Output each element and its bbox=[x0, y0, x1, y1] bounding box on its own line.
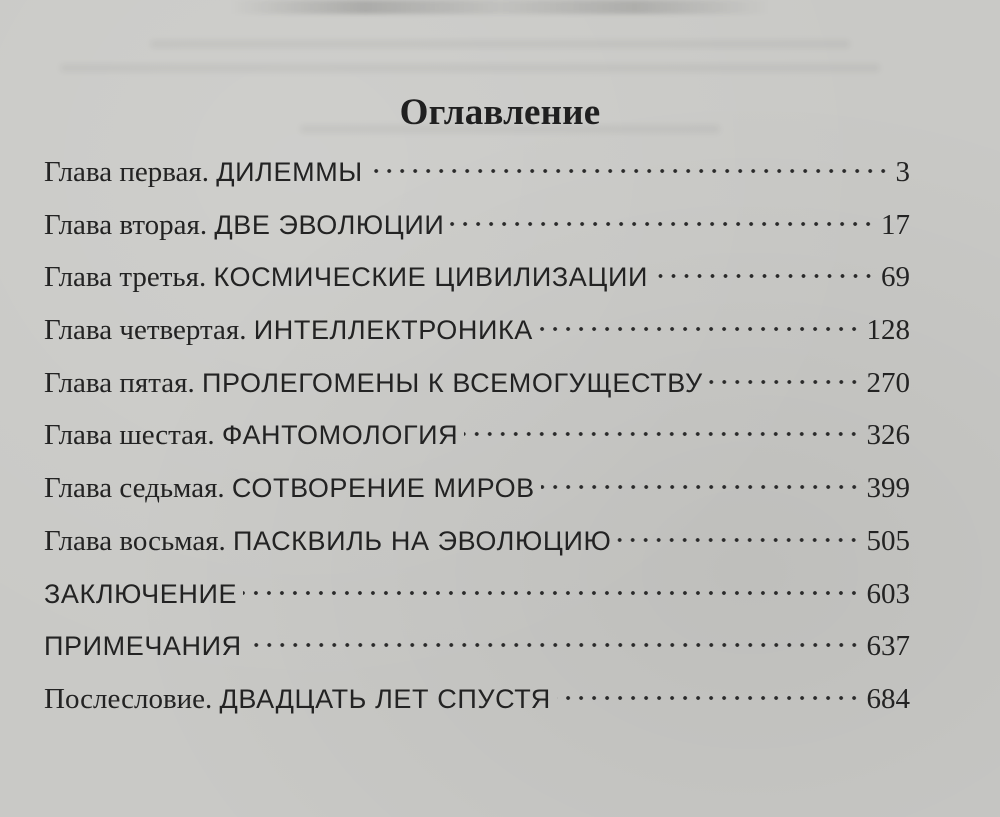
dot-leader bbox=[557, 696, 861, 700]
entry-heading: ПРИМЕЧАНИЯ bbox=[44, 631, 242, 662]
toc-entry bbox=[44, 203, 910, 256]
dot-leader bbox=[243, 591, 860, 595]
entry-prefix: Глава четвертая. bbox=[44, 314, 254, 347]
bleed-through-text bbox=[230, 0, 770, 14]
page-number: 17 bbox=[881, 208, 910, 241]
toc-entry bbox=[44, 413, 910, 466]
entry-title bbox=[44, 624, 242, 668]
entry-heading: ПРОЛЕГОМЕНЫ К ВСЕМОГУЩЕСТВУ bbox=[201, 367, 703, 398]
entry-prefix: Глава вторая. bbox=[44, 208, 215, 241]
dot-leader bbox=[654, 274, 875, 278]
bleed-through-text bbox=[150, 40, 850, 48]
entry-prefix: Послесловие. bbox=[44, 682, 220, 715]
entry-title bbox=[44, 466, 535, 510]
entry-heading: ДВАДЦАТЬ ЛЕТ СПУСТЯ bbox=[219, 683, 551, 714]
toc-entry bbox=[44, 255, 910, 308]
entry-heading: ПАСКВИЛЬ НА ЭВОЛЮЦИЮ bbox=[233, 525, 612, 556]
entry-heading: ИНТЕЛЛЕКТРОНИКА bbox=[253, 315, 533, 346]
entry-prefix: Глава седьмая. bbox=[44, 472, 232, 505]
toc-entry bbox=[44, 308, 910, 361]
entry-title bbox=[44, 308, 533, 352]
entry-title bbox=[44, 361, 703, 405]
entry-heading: ДВЕ ЭВОЛЮЦИИ bbox=[214, 209, 445, 240]
dot-leader bbox=[248, 643, 861, 647]
page-number: 637 bbox=[866, 630, 910, 663]
bleed-through-text bbox=[60, 64, 880, 72]
entry-title bbox=[44, 572, 237, 616]
dot-leader bbox=[450, 222, 875, 226]
toc-entry bbox=[44, 361, 910, 414]
entry-heading: СОТВОРЕНИЕ МИРОВ bbox=[231, 473, 535, 504]
entry-heading: ФАНТОМОЛОГИЯ bbox=[221, 420, 459, 451]
dot-leader bbox=[541, 485, 861, 489]
page-number: 399 bbox=[866, 472, 910, 505]
entry-prefix: Глава первая. bbox=[44, 156, 217, 188]
table-of-contents bbox=[44, 150, 910, 730]
dot-leader bbox=[539, 327, 861, 331]
page-number: 684 bbox=[866, 682, 910, 715]
entry-prefix: Глава третья. bbox=[44, 261, 214, 294]
entry-title bbox=[44, 255, 648, 299]
entry-prefix: Глава пятая. bbox=[44, 366, 202, 399]
toc-entry bbox=[44, 519, 910, 572]
toc-entry bbox=[44, 466, 910, 519]
entry-heading: ДИЛЕММЫ bbox=[216, 157, 363, 187]
page-number: 505 bbox=[866, 524, 910, 557]
entry-prefix: Глава шестая. bbox=[44, 419, 222, 452]
entry-heading: КОСМИЧЕСКИЕ ЦИВИЛИЗАЦИИ bbox=[213, 262, 648, 293]
page-number: 326 bbox=[866, 419, 910, 452]
entry-title bbox=[44, 677, 551, 721]
entry-title bbox=[44, 519, 611, 563]
toc-entry bbox=[44, 572, 910, 625]
toc-entry bbox=[44, 624, 910, 677]
page-number: 3 bbox=[895, 156, 910, 188]
dot-leader bbox=[464, 432, 860, 436]
page-number: 69 bbox=[881, 261, 910, 294]
entry-title bbox=[44, 203, 444, 247]
toc-entry bbox=[44, 677, 910, 730]
page-number: 270 bbox=[866, 366, 910, 399]
page-number: 128 bbox=[866, 314, 910, 347]
entry-prefix: Глава восьмая. bbox=[44, 524, 234, 557]
page-number: 603 bbox=[866, 577, 910, 610]
toc-entry bbox=[44, 150, 910, 203]
entry-title bbox=[44, 150, 363, 194]
page-title: Оглавление bbox=[399, 91, 601, 133]
dot-leader bbox=[617, 538, 860, 542]
entry-heading: ЗАКЛЮЧЕНИЕ bbox=[44, 578, 238, 609]
dot-leader bbox=[709, 380, 861, 384]
dot-leader bbox=[369, 169, 890, 173]
entry-title bbox=[44, 413, 458, 457]
